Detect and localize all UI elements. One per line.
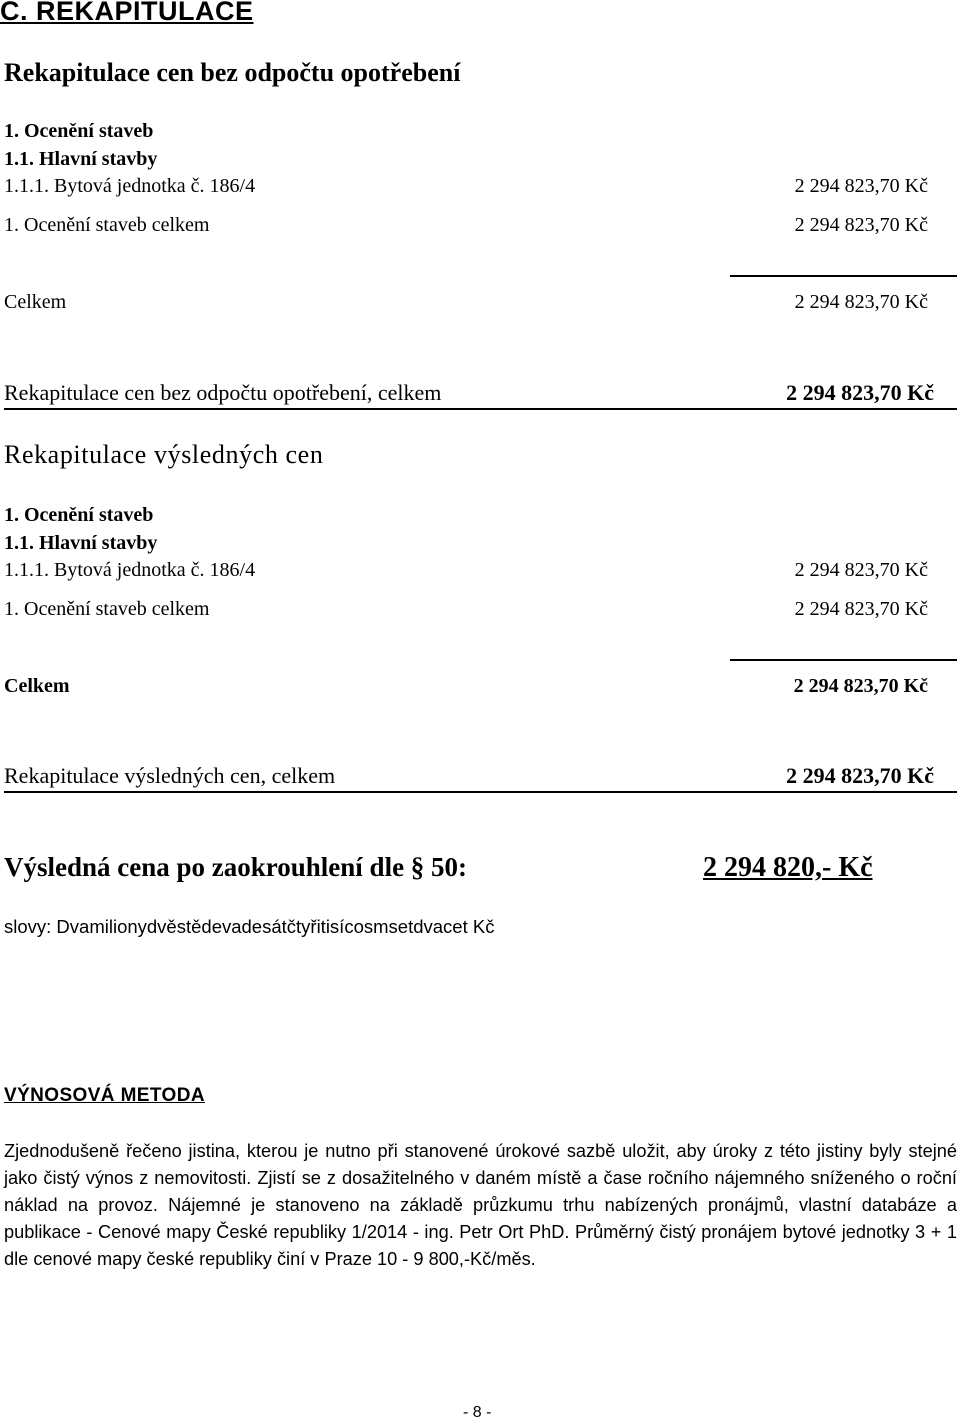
recap-without-depreciation-title: Rekapitulace cen bez odpočtu opotřebení [4, 58, 461, 87]
recap2-total-rule [4, 791, 957, 793]
recap2-level1-label: 1. Ocenění staveb [4, 504, 154, 526]
recap-results-title: Rekapitulace výsledných cen [4, 440, 324, 469]
recap1-sum-rule [730, 275, 957, 277]
recap1-total-value: 2 294 823,70 Kč [786, 380, 934, 405]
recap1-celkem-value: 2 294 823,70 Kč [794, 291, 928, 313]
page-number: - 8 - [463, 1404, 492, 1421]
recap1-celkem-label: Celkem [4, 291, 67, 313]
recap2-celkem-label: Celkem [4, 675, 70, 697]
recap1-level2-label: 1.1. Hlavní stavby [4, 148, 158, 170]
recap1-level1-label: 1. Ocenění staveb [4, 120, 154, 142]
recap1-subtotal-label: 1. Ocenění staveb celkem [4, 214, 210, 236]
recap2-level3-value: 2 294 823,70 Kč [794, 559, 928, 581]
recap2-sum-rule [730, 659, 957, 661]
recap1-subtotal-value: 2 294 823,70 Kč [794, 214, 928, 236]
recap2-subtotal-value: 2 294 823,70 Kč [794, 598, 928, 620]
income-method-paragraph: Zjednodušeně řečeno jistina, kterou je nutno při stanovené úrokové sazbě uložit, aby úroky z této jistiny byly stejné jako čistý výnos z nemovitosti. Zjistí se z dosažitelného v daném místě a čase ročního nájemného sníženého o roční náklad na provoz. Nájemné je stanoveno na základě průzkumu trhu nabízených pronájmů, vlastní databáze a publikace - Cenové mapy České republiky 1/2014 - ing. Petr Ort PhD. Průměrný čistý pronájem bytové jednotky 3 + 1 dle cenové mapy české republiky činí v Praze 10 - 9 800,-Kč/měs. [4, 1141, 957, 1269]
recap2-celkem-value: 2 294 823,70 Kč [793, 675, 928, 697]
recap2-level2-label: 1.1. Hlavní stavby [4, 532, 158, 554]
recap1-total-rule [4, 408, 957, 410]
final-price-in-words: slovy: Dvamilionydvěstědevadesátčtyřitisícosmsetdvacet Kč [4, 916, 495, 937]
final-price-label: Výsledná cena po zaokrouhlení dle § 50: [4, 852, 468, 882]
recap1-level3-value: 2 294 823,70 Kč [794, 175, 928, 197]
recap1-total-label: Rekapitulace cen bez odpočtu opotřebení, celkem [4, 380, 442, 405]
recap2-total-label: Rekapitulace výsledných cen, celkem [4, 763, 336, 788]
final-price-value: 2 294 820,- Kč [703, 852, 873, 883]
recap2-subtotal-label: 1. Ocenění staveb celkem [4, 598, 210, 620]
section-title: C. REKAPITULACE [0, 0, 254, 26]
recap2-total-value: 2 294 823,70 Kč [786, 763, 934, 788]
recap2-level3-label: 1.1.1. Bytová jednotka č. 186/4 [4, 559, 256, 581]
income-method-heading: VÝNOSOVÁ METODA [4, 1085, 205, 1106]
recap1-level3-label: 1.1.1. Bytová jednotka č. 186/4 [4, 175, 256, 197]
